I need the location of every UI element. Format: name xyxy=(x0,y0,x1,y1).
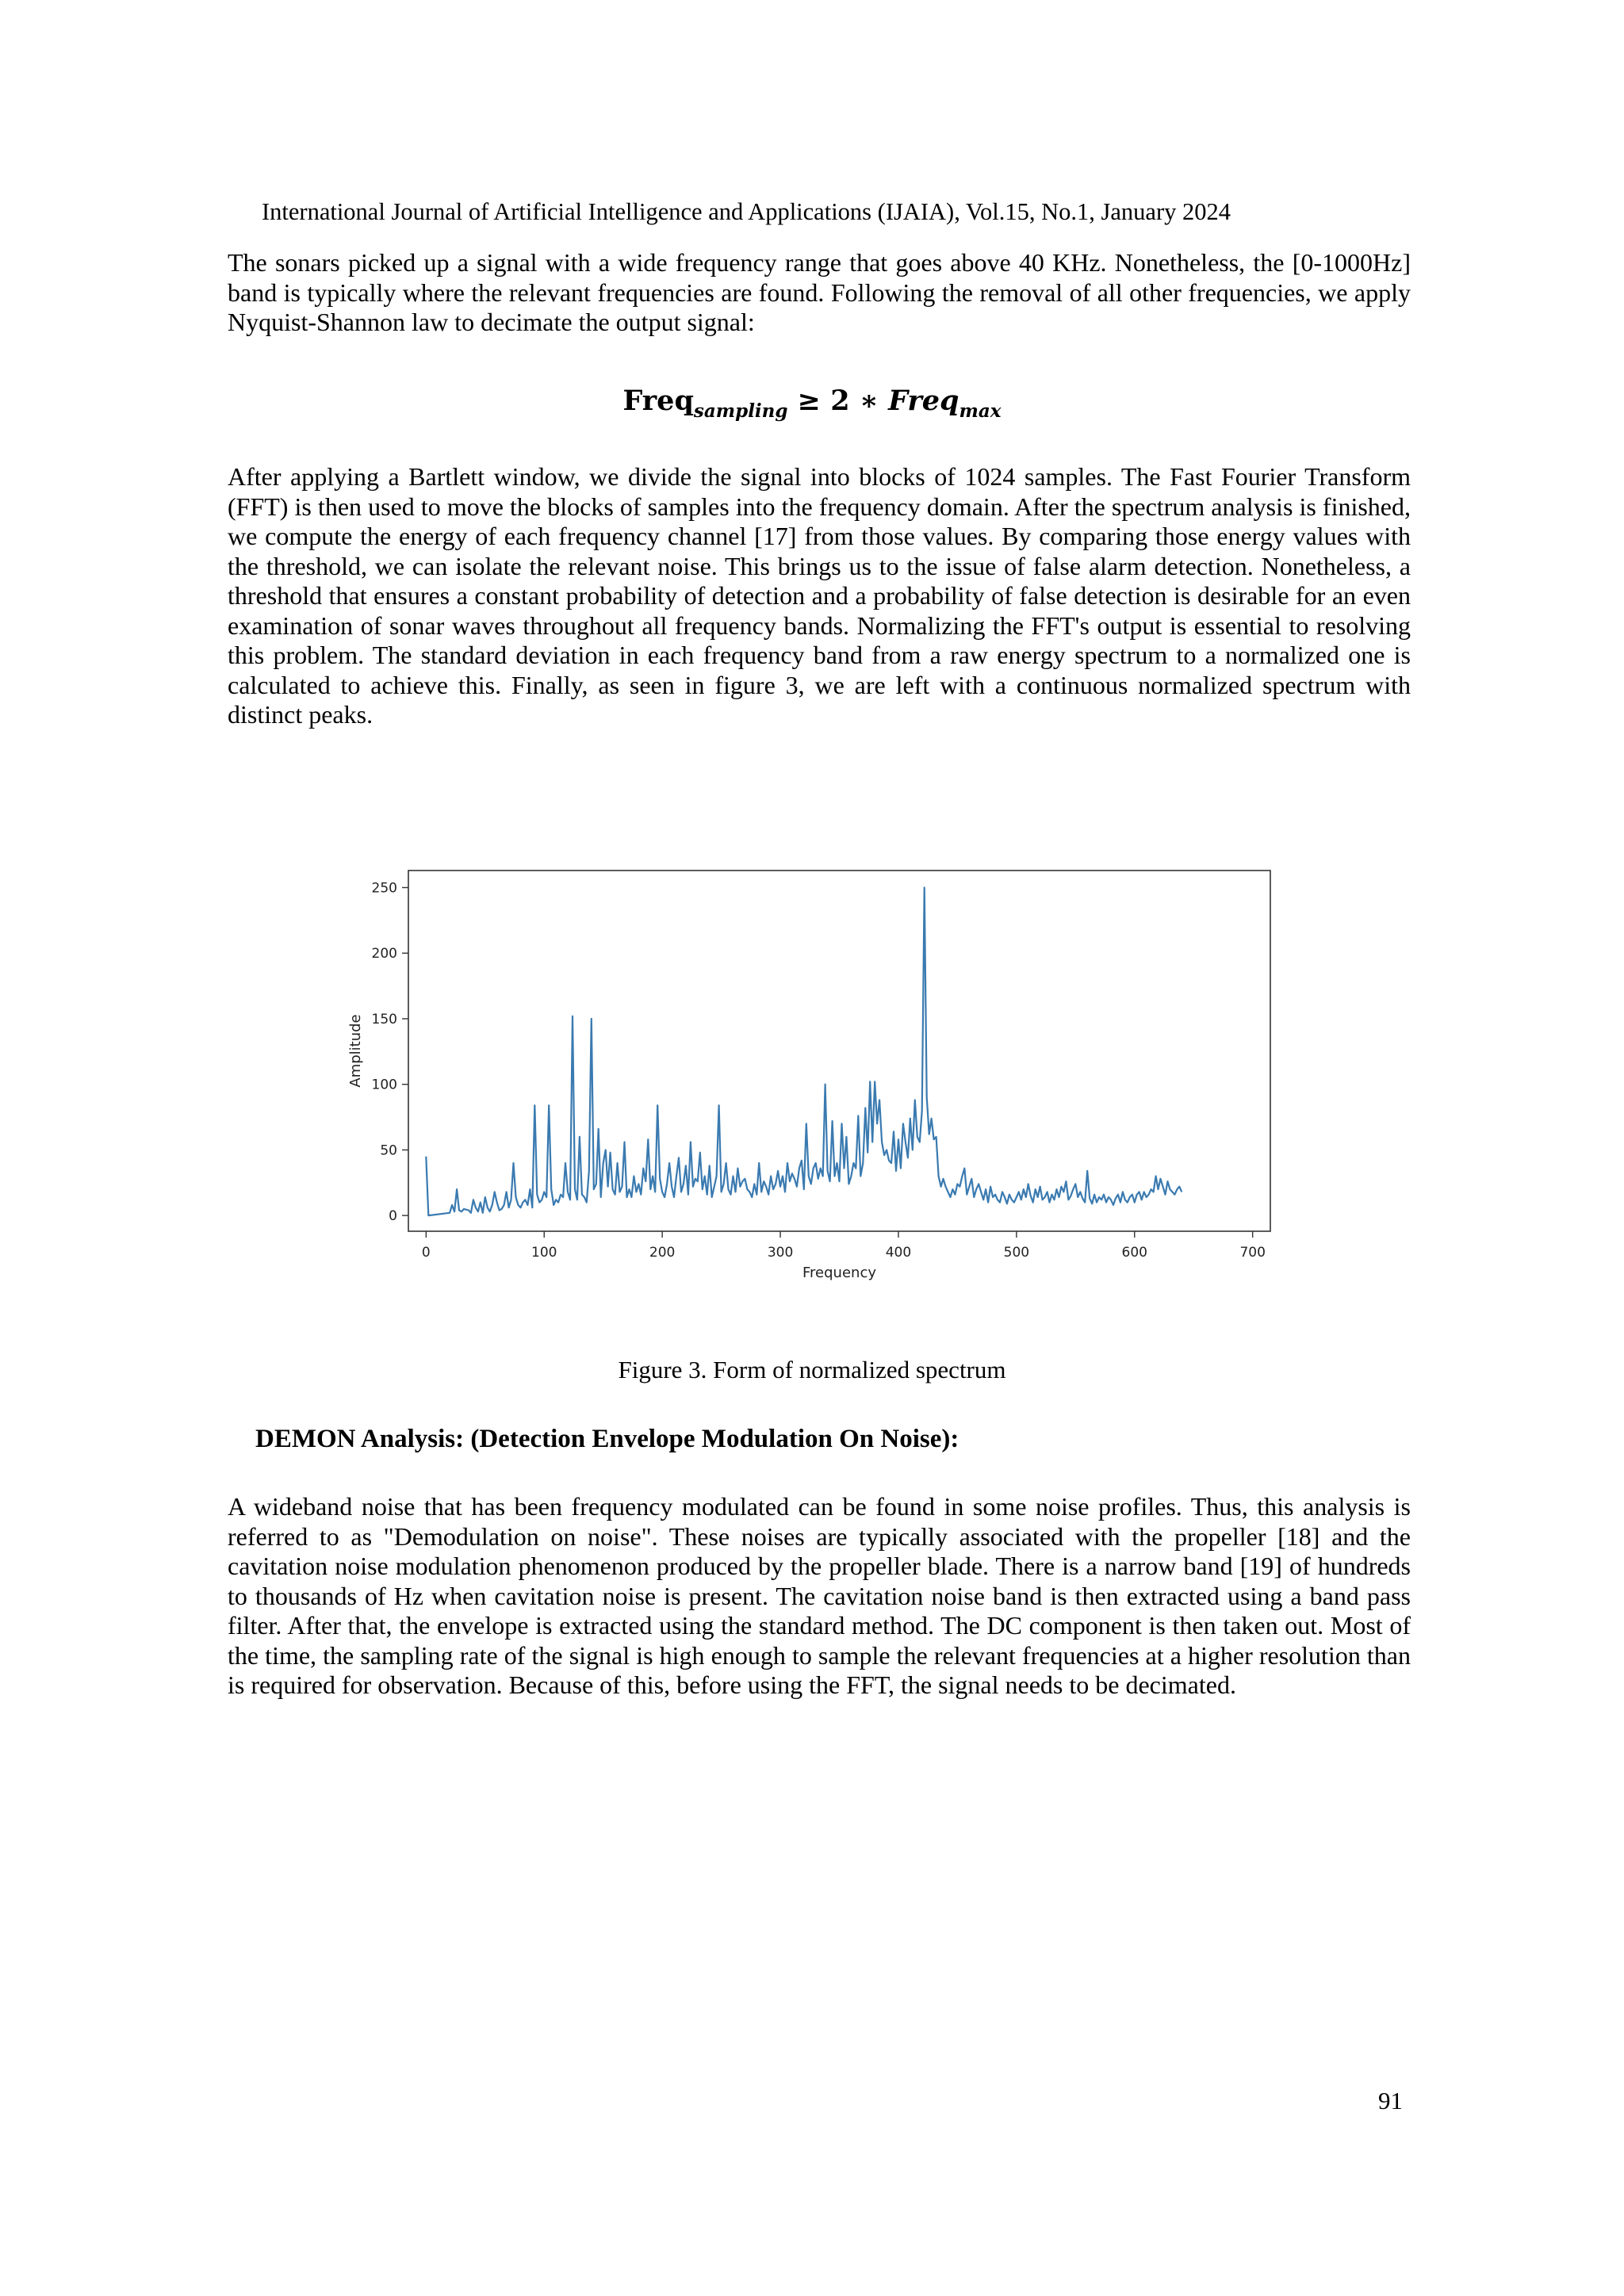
journal-header: International Journal of Artificial Intelligence and Applications (IJAIA), Vol.15, No.1, January 2024 xyxy=(262,198,1231,225)
x-tick-label: 0 xyxy=(421,1245,431,1261)
equation-rhs-subscript: max xyxy=(959,400,1002,422)
spectrum-text: After applying a Bartlett window, we divide the signal into blocks of 1024 samples. The Fast Fourier Transform (FFT) is then used to move the blocks of samples into the frequency domain. After the spectrum analysis is finished, we compute the energy of each frequency channel [17] from those values. By comparing those energy values with the threshold, we can isolate the relevant noise. This brings us to the issue of false alarm detection. Nonetheless, a threshold that ensures a constant probability of detection and a probability of false detection is desirable for an even examination of sonar waves throughout all frequency bands. Normalizing the FFT's output is essential to resolving this problem. The standard deviation in each frequency band from a raw energy spectrum to a normalized one is calculated to achieve this. Finally, as seen in figure 3, we are left with a continuous normalized spectrum with distinct peaks. xyxy=(228,462,1411,729)
y-tick-label: 100 xyxy=(371,1077,397,1093)
y-tick-label: 50 xyxy=(380,1142,397,1159)
equation-times: ∗ xyxy=(859,385,879,417)
figure-caption: Figure 3. Form of normalized spectrum xyxy=(618,1356,1006,1383)
section-title: DEMON Analysis: (Detection Envelope Modulation On Noise): xyxy=(255,1425,959,1453)
x-tick-label: 300 xyxy=(767,1245,794,1261)
spectrum-series-line xyxy=(426,888,1182,1216)
y-tick-label: 200 xyxy=(371,946,397,962)
x-tick-label: 600 xyxy=(1121,1245,1147,1261)
x-axis-label: Frequency xyxy=(802,1265,876,1280)
y-tick-label: 150 xyxy=(371,1011,397,1027)
demon-paragraph xyxy=(228,1492,1411,1701)
normalized-spectrum-chart xyxy=(341,860,1316,1280)
x-tick-label: 100 xyxy=(531,1245,557,1261)
x-tick-label: 500 xyxy=(1003,1245,1030,1261)
x-tick-label: 700 xyxy=(1239,1245,1266,1261)
nyquist-equation xyxy=(0,385,1624,422)
equation-operator: ≥ xyxy=(797,385,821,417)
equation-rhs: Freq xyxy=(888,385,959,417)
equation-factor: 2 xyxy=(830,385,850,417)
page-number: 91 xyxy=(1378,2087,1403,2114)
x-tick-label: 200 xyxy=(649,1245,676,1261)
x-tick-label: 400 xyxy=(885,1245,912,1261)
intro-paragraph xyxy=(228,248,1411,338)
intro-text: The sonars picked up a signal with a wide frequency range that goes above 40 KHz. Nonetheless, the [0-1000Hz] band is typically where the relevant frequencies are found. Following the removal of all other frequencies, we apply Nyquist-Shannon law to decimate the output signal: xyxy=(228,248,1411,336)
equation-lhs-subscript: sampling xyxy=(693,400,788,422)
spectrum-paragraph xyxy=(228,462,1411,730)
equation-lhs: Freq xyxy=(622,385,694,417)
figure-3 xyxy=(341,860,1316,1280)
y-tick-label: 0 xyxy=(389,1208,397,1225)
y-axis-label: Amplitude xyxy=(347,1014,364,1088)
y-tick-label: 250 xyxy=(371,880,397,897)
demon-text: A wideband noise that has been frequency modulated can be found in some noise profiles. Thus, this analysis is referred to as "Demodulation on noise". These noises are typically associated with the propeller [18] and the cavitation noise modulation phenomenon produced by the propeller blade. There is a narrow band [19] of hundreds to thousands of Hz when cavitation noise is present. The cavitation noise band is then extracted using a band pass filter. After that, the envelope is extracted using the standard method. The DC component is then taken out. Most of the time, the sampling rate of the signal is high enough to sample the relevant frequencies at a higher resolution than is required for observation. Because of this, before using the FFT, the signal needs to be decimated. xyxy=(228,1492,1411,1699)
